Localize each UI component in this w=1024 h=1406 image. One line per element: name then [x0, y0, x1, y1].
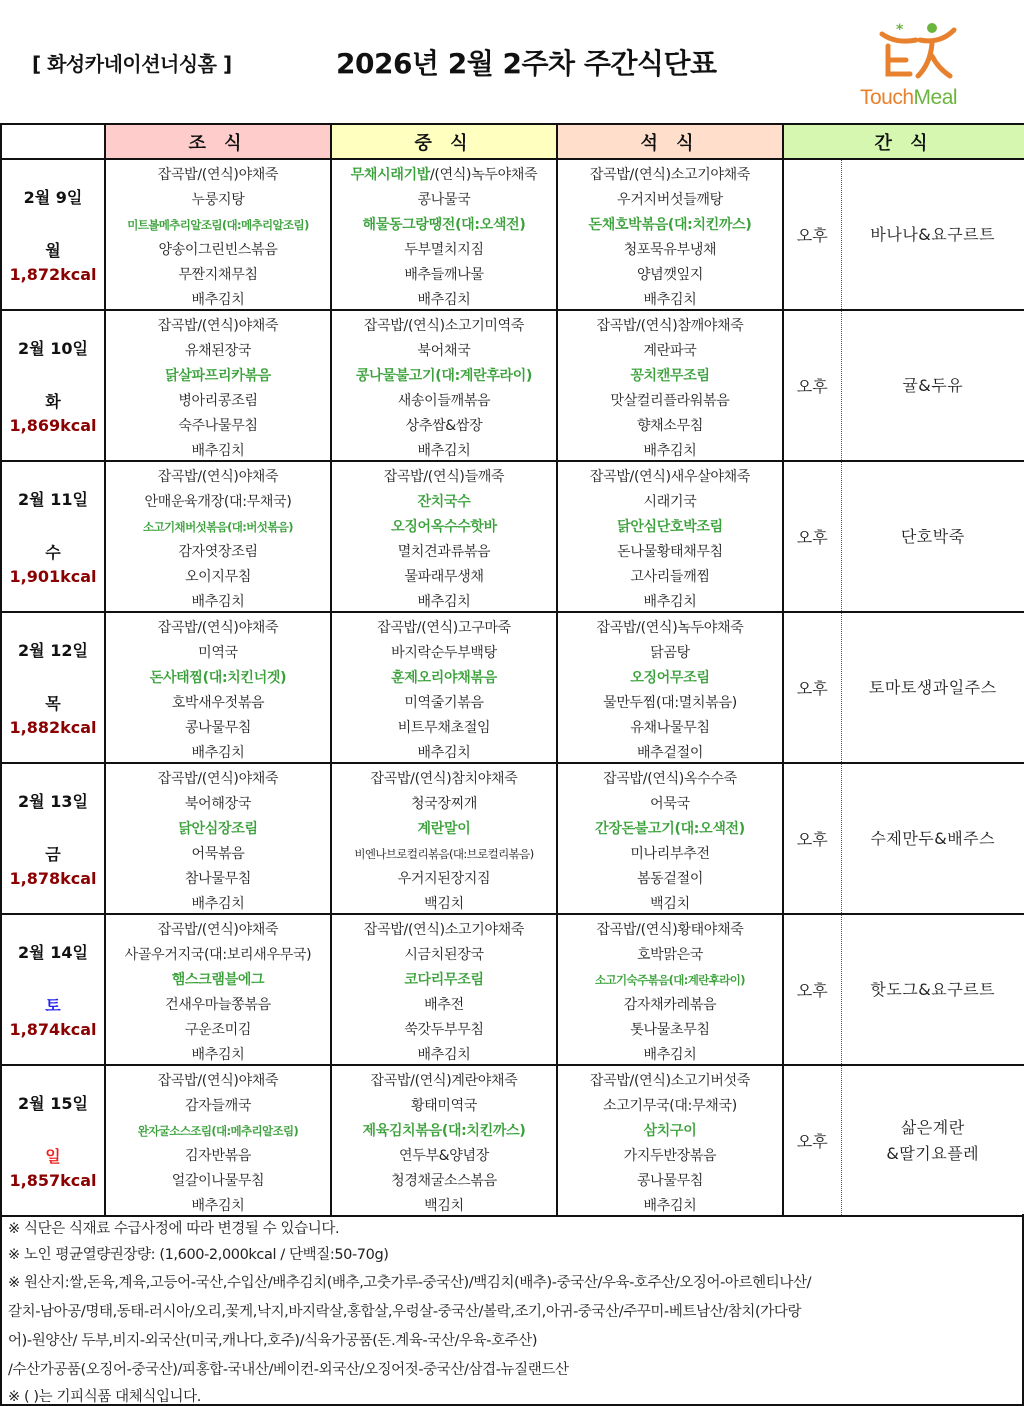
menu-item: 백김치: [650, 896, 690, 912]
day-row: [1, 914, 1024, 1065]
day-cell: [1, 1065, 105, 1216]
day-row: [1, 1065, 1024, 1216]
menu-item: 건새우마늘쫑볶음: [165, 997, 271, 1013]
menu-item: 미역국: [198, 645, 238, 661]
snack-item: 단호박죽: [841, 461, 1024, 612]
date-label: 2월 13일: [18, 792, 88, 811]
header-breakfast: 조 식: [105, 124, 331, 159]
menu-item: 배추김치: [643, 594, 697, 610]
menu-item: 배추들깨나물: [404, 267, 484, 283]
menu-item: 황태미역국: [410, 1098, 478, 1114]
date-label: 2월 12일: [18, 641, 88, 660]
menu-item: 배추김치: [643, 292, 697, 308]
menu-item: 잡곡밥/(연식)녹두야채죽: [596, 620, 744, 636]
day-cell: [1, 763, 105, 914]
menu-item: 감자엿장조림: [178, 544, 258, 560]
menu-item-main: 계란말이: [417, 821, 471, 837]
menu-item: 오이지무침: [184, 569, 252, 585]
weekday-label: 월: [45, 241, 61, 260]
menu-item-main: 해물동그랑땡전(대:오색전): [362, 217, 526, 233]
menu-item: 닭곰탕: [650, 645, 690, 661]
menu-item: 배추김치: [417, 594, 471, 610]
snack-time: 오후: [783, 310, 841, 461]
menu-item: 배추김치: [191, 292, 245, 308]
lunch-cell: [331, 310, 557, 461]
day-row: [1, 763, 1024, 914]
note-substitute: ※ ( )는 기피식품 대체식입니다.: [8, 1389, 201, 1405]
menu-item: 미나리부추전: [630, 846, 710, 862]
menu-item: 멸치견과류볶음: [397, 544, 491, 560]
menu-item: 시래기국: [643, 494, 697, 510]
menu-item: 배추김치: [191, 745, 245, 761]
menu-item: 청포묵유부냉채: [623, 242, 717, 258]
kcal-label: 1,882kcal: [9, 718, 97, 737]
menu-item: 잡곡밥/(연식)야채죽: [157, 771, 279, 787]
menu-item: 배추김치: [417, 1047, 471, 1063]
menu-item: 배추김치: [191, 1047, 245, 1063]
menu-item: 양념깻잎지: [636, 267, 704, 283]
breakfast-cell: [105, 461, 331, 612]
menu-item: 배추김치: [643, 443, 697, 459]
menu-item: 배추김치: [417, 443, 471, 459]
breakfast-cell: [105, 612, 331, 763]
menu-item: 잡곡밥/(연식)새우살야채죽: [589, 469, 751, 485]
snack-time: 오후: [783, 159, 841, 310]
menu-item: 잡곡밥/(연식)소고기야채죽: [589, 167, 751, 183]
note-origin-line: ※ 원산지:쌀,돈육,계육,고등어-국산,수입산/배추김치(배추,고춧가루-중국산)/백김치(배추)-중국산/우육-호주산/오징어-아르헨티나산/: [8, 1275, 812, 1291]
menu-item-main: 오징어무조림: [630, 670, 710, 686]
menu-item: 김자반볶음: [184, 1148, 252, 1164]
menu-item: 계란파국: [643, 343, 697, 359]
menu-item: 백김치: [424, 896, 464, 912]
menu-item: 배추김치: [191, 896, 245, 912]
menu-item-main: 돈사태찜(대:치킨너겟): [149, 670, 287, 686]
snack-item: 바나나&요구르트: [841, 159, 1024, 310]
menu-item-main: 소고기숙주볶음(대:계란후라이): [595, 973, 745, 987]
menu-item: 잡곡밥/(연식)황태야채죽: [596, 922, 744, 938]
snack-time: 오후: [783, 612, 841, 763]
menu-item: 구운조미김: [184, 1022, 252, 1038]
lunch-cell: [331, 763, 557, 914]
menu-item-main: 간장돈불고기(대:오색전): [595, 821, 745, 837]
header-date-cell: [1, 124, 105, 159]
menu-item: 숙주나물무침: [178, 418, 258, 434]
menu-item-main: 제육김치볶음(대:치킨까스): [362, 1123, 526, 1139]
snack-time: 오후: [783, 763, 841, 914]
menu-item: 두부멸치지짐: [404, 242, 484, 258]
menu-item: 향채소무침: [636, 418, 704, 434]
snack-line: &딸기요플레: [886, 1143, 980, 1163]
breakfast-cell: [105, 763, 331, 914]
header-snack: 간 식: [783, 124, 1024, 159]
menu-item: 잡곡밥/(연식)야채죽: [157, 318, 279, 334]
menu-item: 참나물무침: [184, 871, 252, 887]
kcal-label: 1,901kcal: [9, 567, 97, 586]
weekday-label: 목: [45, 694, 61, 713]
menu-item: 배추김치: [417, 745, 471, 761]
menu-item: 사골우거지국(대:보리새우무국): [124, 947, 312, 963]
day-row: [1, 461, 1024, 612]
menu-item: 어묵볶음: [191, 846, 245, 862]
menu-item: 백김치: [424, 1198, 464, 1214]
menu-item: 배추김치: [191, 594, 245, 610]
menu-item: 맛살컬리플라워볶음: [610, 393, 730, 409]
menu-item-main: 훈제오리야채볶음: [391, 670, 497, 686]
header-dinner: 석 식: [557, 124, 783, 159]
snack-item: 토마토생과일주스: [841, 612, 1024, 763]
menu-item: 연두부&양념장: [399, 1148, 489, 1164]
menu-item: 누룽지탕: [191, 192, 245, 208]
menu-item: 감자채카레볶음: [623, 997, 717, 1013]
dinner-cell: [557, 914, 783, 1065]
weekday-label: 일: [45, 1147, 61, 1166]
day-row: [1, 159, 1024, 310]
snack-item: 핫도그&요구르트: [841, 914, 1024, 1065]
menu-item: 잡곡밥/(연식)소고기야채죽: [363, 922, 525, 938]
menu-item: 새송이들깨볶음: [397, 393, 491, 409]
menu-item: 무짠지채무침: [178, 267, 258, 283]
snack-time: 오후: [783, 461, 841, 612]
weekday-label: 화: [45, 392, 61, 411]
menu-item: 잡곡밥/(연식)소고기버섯죽: [589, 1073, 751, 1089]
menu-item: 콩나물무침: [184, 720, 252, 736]
snack-item: 수제만두&배주스: [841, 763, 1024, 914]
weekday-label: 수: [45, 543, 61, 562]
weekly-menu-table: [0, 123, 1024, 1217]
day-row: [1, 612, 1024, 763]
dinner-cell: [557, 763, 783, 914]
note-calorie-recommendation: ※ 노인 평균열량권장량: (1,600-2,000kcal / 단백질:50-70g): [8, 1247, 389, 1263]
menu-item: 잡곡밥/(연식)야채죽: [157, 469, 279, 485]
menu-item: 가지두반장볶음: [623, 1148, 717, 1164]
menu-item-main: 닭안심장조림: [178, 821, 258, 837]
menu-item: 돈나물황태채무침: [617, 544, 723, 560]
note-origin-line: 갈치-남아공/명태,동태-러시아/오리,꽃게,낙지,바지락살,홍합살,우렁살-중국산/볼락,조기,아귀-중국산/주꾸미-베트남산/참치(가다랑: [8, 1304, 802, 1320]
kcal-label: 1,869kcal: [9, 416, 97, 435]
menu-item: 잡곡밥/(연식)소고기미역죽: [363, 318, 525, 334]
menu-item: 쑥갓두부무침: [404, 1022, 484, 1038]
header-lunch: 중 식: [331, 124, 557, 159]
table-header-row: [1, 124, 1024, 159]
menu-item-main: 완자굴소스조림(대:메추리알조림): [137, 1124, 299, 1138]
day-row: [1, 310, 1024, 461]
menu-item: 호박새우젓볶음: [171, 695, 265, 711]
menu-item: 소고기무국(대:무채국): [603, 1098, 737, 1114]
day-cell: [1, 159, 105, 310]
menu-item: 잡곡밥/(연식)참깨야채죽: [596, 318, 744, 334]
menu-item-main: 닭살파프리카볶음: [165, 368, 271, 384]
dinner-cell: [557, 612, 783, 763]
page-header: [0, 0, 1024, 122]
dinner-cell: [557, 1065, 783, 1216]
menu-item: 잡곡밥/(연식)야채죽: [157, 167, 279, 183]
weekday-label: 토: [45, 996, 61, 1015]
menu-item: 무채시래기밥/(연식)녹두야채죽: [350, 167, 538, 183]
kcal-label: 1,857kcal: [9, 1171, 97, 1190]
menu-item-main: 꽁치캔무조림: [630, 368, 710, 384]
menu-item: 고사리들깨찜: [630, 569, 710, 585]
menu-item: 잡곡밥/(연식)야채죽: [157, 1073, 279, 1089]
snack-item: [841, 1065, 1024, 1216]
menu-item: 잡곡밥/(연식)고구마죽: [377, 620, 511, 636]
menu-item: 북어채국: [417, 343, 471, 359]
menu-item: 물만두찜(대:멸치볶음): [603, 695, 737, 711]
date-label: 2월 14일: [18, 943, 88, 962]
dinner-cell: [557, 310, 783, 461]
lunch-cell: [331, 612, 557, 763]
menu-item: 유채된장국: [184, 343, 252, 359]
menu-item: 유채나물무침: [630, 720, 710, 736]
menu-item: 배추전: [424, 997, 464, 1013]
menu-item: 북어해장국: [184, 796, 252, 812]
menu-item: 배추김치: [417, 292, 471, 308]
menu-item-main: 소고기채버섯볶음(대:버섯볶음): [143, 520, 293, 534]
menu-item: 청경채굴소스볶음: [391, 1173, 497, 1189]
lunch-cell: [331, 159, 557, 310]
kcal-label: 1,874kcal: [9, 1020, 97, 1039]
day-cell: [1, 310, 105, 461]
menu-item: 물파래무생채: [404, 569, 484, 585]
lunch-cell: [331, 914, 557, 1065]
menu-item: 우거지버섯들깨탕: [617, 192, 723, 208]
menu-item: 호박맑은국: [636, 947, 704, 963]
date-label: 2월 9일: [23, 188, 83, 207]
snack-line: 삶은계란: [900, 1117, 965, 1137]
snack-item: 귤&두유: [841, 310, 1024, 461]
snack-time: 오후: [783, 914, 841, 1065]
menu-item: 배추겉절이: [636, 745, 704, 761]
menu-item: 비트무채초절임: [397, 720, 491, 736]
menu-item: 병아리콩조림: [178, 393, 258, 409]
breakfast-cell: [105, 310, 331, 461]
dinner-cell: [557, 461, 783, 612]
menu-item: 잡곡밥/(연식)참치야채죽: [370, 771, 518, 787]
note-origin-line: /수산가공품(오징어-중국산)/피홍합-국내산/베이컨-외국산/오징어젓-중국산/삼겹-뉴질랜드산: [8, 1362, 569, 1378]
menu-item: 배추김치: [643, 1047, 697, 1063]
menu-item: 비엔나브로컬리볶음(대:브로컬리볶음): [354, 847, 534, 861]
menu-item: 봄동겉절이: [636, 871, 704, 887]
kcal-label: 1,878kcal: [9, 869, 97, 888]
note-origin-line: 어)-원양산/ 두부,비지-외국산(미국,캐나다,호주)/식육가공품(돈.계육-국산/우육-호주산): [8, 1333, 538, 1349]
kcal-label: 1,872kcal: [9, 265, 97, 284]
date-label: 2월 10일: [18, 339, 88, 358]
menu-item: 콩나물국: [417, 192, 471, 208]
weekday-label: 금: [45, 845, 61, 864]
menu-item: 어묵국: [650, 796, 690, 812]
day-cell: [1, 461, 105, 612]
menu-item: 잡곡밥/(연식)들깨죽: [383, 469, 505, 485]
menu-item: 얼갈이나물무침: [171, 1173, 265, 1189]
menu-item: 잡곡밥/(연식)계란야채죽: [370, 1073, 518, 1089]
svg-text:*: *: [896, 22, 904, 38]
menu-item-main: 코다리무조림: [404, 972, 484, 988]
menu-item: 상추쌈&쌈장: [405, 418, 483, 434]
menu-item-main: 콩나물불고기(대:계란후라이): [355, 368, 533, 384]
menu-item-main: 잔치국수: [417, 494, 471, 510]
menu-item: 시금치된장국: [404, 947, 484, 963]
date-label: 2월 15일: [18, 1094, 88, 1113]
date-label: 2월 11일: [18, 490, 88, 509]
menu-item-main: 돈채호박볶음(대:치킨까스): [588, 217, 752, 233]
menu-item-main: 미트볼메추리알조림(대:메추리알조림): [127, 218, 309, 232]
note-change-notice: ※ 식단은 식재료 수급사정에 따라 변경될 수 있습니다.: [8, 1221, 340, 1237]
touchmeal-logo-icon: [876, 22, 960, 82]
menu-item: 청국장찌개: [410, 796, 478, 812]
menu-item: 안매운육개장(대:무채국): [144, 494, 292, 510]
snack-time: 오후: [783, 1065, 841, 1216]
menu-item-main: 삼치구이: [643, 1123, 697, 1139]
dinner-cell: [557, 159, 783, 310]
lunch-cell: [331, 1065, 557, 1216]
facility-name: [ 화성카네이션너싱홈 ]: [32, 52, 232, 76]
lunch-cell: [331, 461, 557, 612]
menu-item: 양송이그린빈스볶음: [158, 242, 278, 258]
breakfast-cell: [105, 159, 331, 310]
touchmeal-logo: [858, 22, 986, 114]
menu-item: 톳나물초무침: [630, 1022, 710, 1038]
day-cell: [1, 914, 105, 1065]
menu-item: 배추김치: [191, 443, 245, 459]
menu-item-main: 닭안심단호박조림: [617, 519, 723, 535]
breakfast-cell: [105, 1065, 331, 1216]
menu-item: 배추김치: [191, 1198, 245, 1214]
menu-item: 바지락순두부백탕: [391, 645, 497, 661]
menu-item: 잡곡밥/(연식)옥수수죽: [603, 771, 737, 787]
page-title: 2026년 2월 2주차 주간식단표: [336, 47, 717, 80]
menu-item-main: 오징어옥수수핫바: [391, 519, 497, 535]
day-cell: [1, 612, 105, 763]
menu-item: 잡곡밥/(연식)야채죽: [157, 620, 279, 636]
breakfast-cell: [105, 914, 331, 1065]
menu-item: 우거지된장지짐: [397, 871, 491, 887]
menu-item-main: 햄스크램블에그: [171, 972, 265, 988]
menu-item: 콩나물무침: [636, 1173, 704, 1189]
menu-item: 배추김치: [643, 1198, 697, 1214]
menu-item: 미역줄기볶음: [404, 695, 484, 711]
menu-item: 잡곡밥/(연식)야채죽: [157, 922, 279, 938]
notes-section: [0, 1214, 1024, 1406]
logo-wordmark: TouchMeal: [860, 86, 958, 109]
menu-item: 감자들깨국: [184, 1098, 252, 1114]
